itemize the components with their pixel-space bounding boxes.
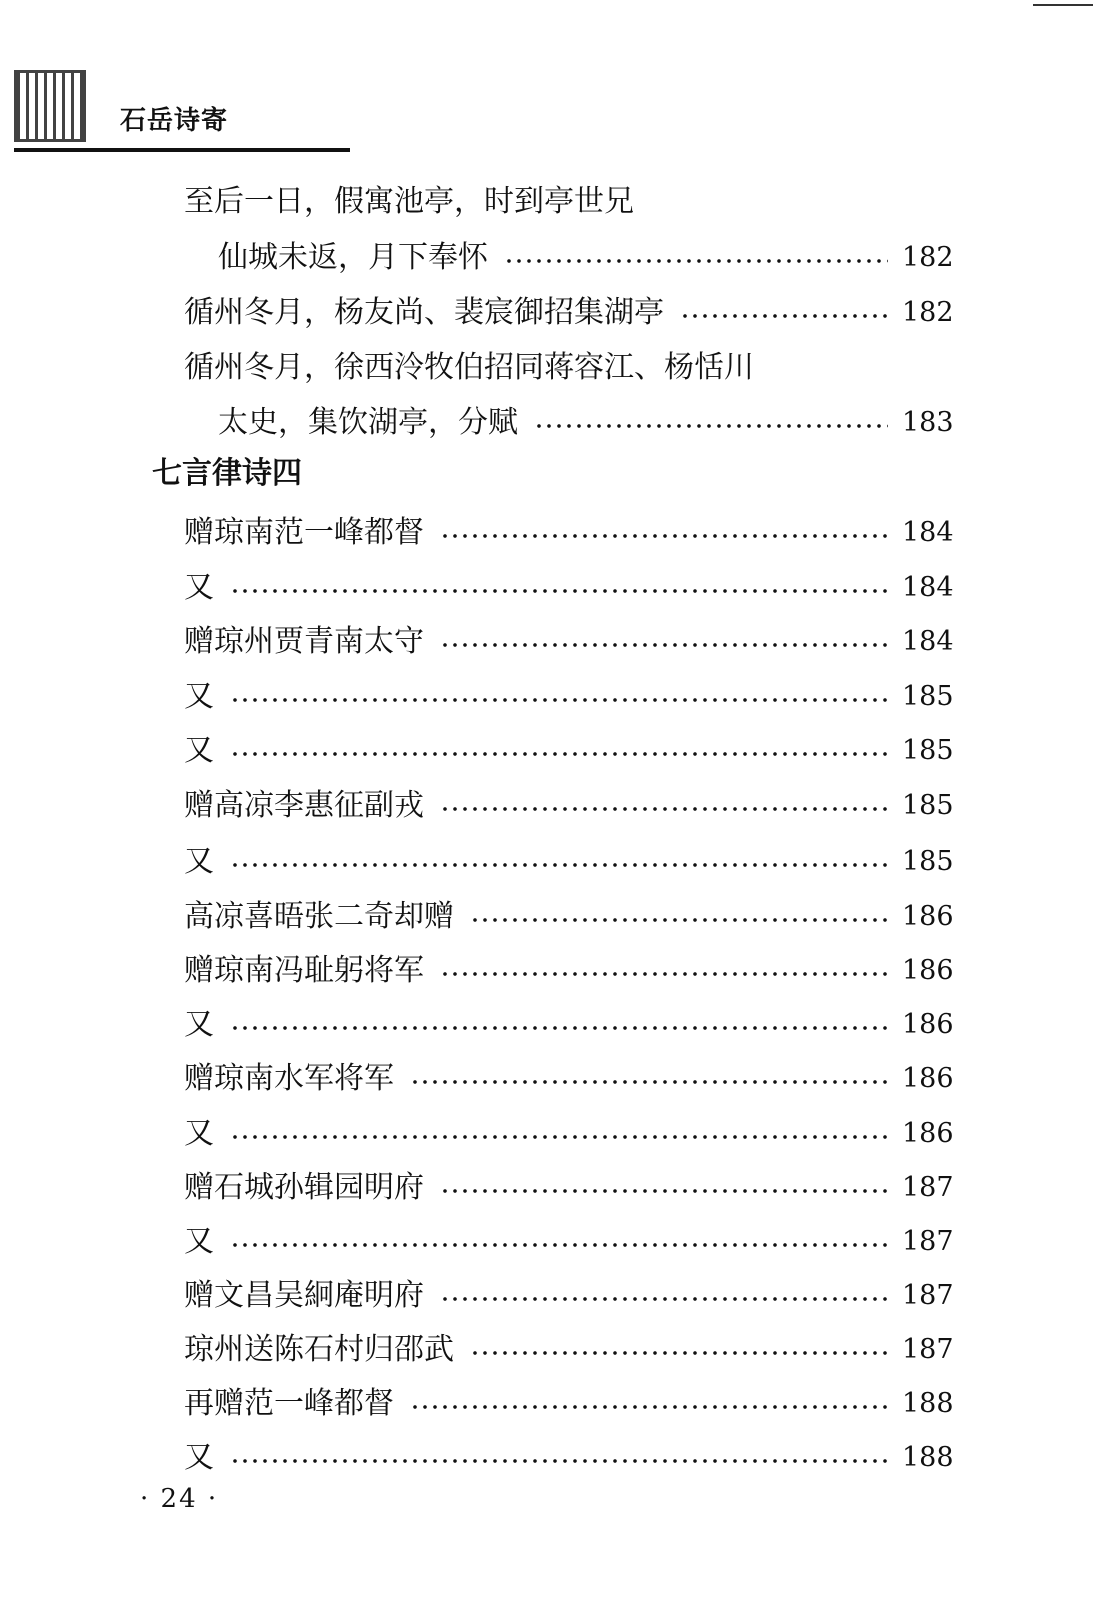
toc-entry — [184, 1272, 954, 1316]
toc-page-number: 185 — [902, 735, 954, 766]
toc-entry — [184, 564, 954, 608]
dot-leader — [440, 1294, 888, 1304]
toc-entry-title: 赠琼南水军将军 — [184, 1061, 394, 1096]
toc-entry — [184, 893, 954, 937]
toc-entry-title: 又 — [184, 570, 214, 605]
toc-page-number: 183 — [902, 407, 954, 438]
dot-leader — [230, 695, 888, 705]
toc-entry — [184, 1434, 954, 1478]
toc-entry-title: 再赠范一峰都督 — [184, 1386, 394, 1421]
toc-entry — [184, 1001, 954, 1045]
toc-page-number: 185 — [902, 681, 954, 712]
toc-entry-title: 赠石城孙辑园明府 — [184, 1170, 424, 1205]
toc-page-number: 187 — [902, 1334, 954, 1365]
toc-entry-title: 赠琼南范一峰都督 — [184, 515, 424, 550]
toc-entry — [184, 178, 950, 222]
toc-page-number: 186 — [902, 1063, 954, 1094]
toc-entry — [184, 509, 954, 553]
toc-entry — [184, 947, 954, 991]
dot-leader — [440, 1186, 888, 1196]
dot-leader — [230, 1240, 888, 1250]
toc-entry — [184, 838, 954, 882]
dot-leader — [440, 804, 888, 814]
dot-leader — [440, 531, 888, 541]
toc-page-number: 182 — [902, 242, 954, 273]
toc-page-number: 186 — [902, 955, 954, 986]
book-title: 石岳诗寄 — [120, 106, 229, 136]
toc-entry-title: 琼州送陈石村归邵武 — [184, 1332, 454, 1367]
toc-entry — [184, 1218, 954, 1262]
page-folio: · 24 · — [140, 1484, 219, 1514]
toc-entry-title: 高凉喜晤张二奇却赠 — [184, 899, 454, 934]
toc-page-number: 186 — [902, 901, 954, 932]
dot-leader — [440, 969, 888, 979]
toc-entry — [218, 399, 954, 443]
toc-page-number: 186 — [902, 1118, 954, 1149]
toc-entry — [184, 673, 954, 717]
corner-rule — [1033, 4, 1093, 6]
toc-entry — [184, 727, 954, 771]
toc-entry-title: 循州冬月，杨友尚、裴宸御招集湖亭 — [184, 295, 664, 330]
toc-entry — [184, 782, 954, 826]
toc-entry-title: 赠文昌吴絅庵明府 — [184, 1278, 424, 1313]
toc-page-number: 187 — [902, 1280, 954, 1311]
toc-entry-title: 又 — [184, 1440, 214, 1475]
dot-leader — [534, 421, 888, 431]
toc-entry-title: 太史，集饮湖亭，分赋 — [218, 405, 518, 440]
toc-entry-title: 赠琼州贾青南太守 — [184, 624, 424, 659]
toc-entry-title: 又 — [184, 1007, 214, 1042]
toc-entry-title: 又 — [184, 733, 214, 768]
dot-leader — [680, 311, 888, 321]
toc-page-number: 182 — [902, 297, 954, 328]
toc-entry-title: 循州冬月，徐西泠牧伯招同蒋容江、杨恬川 — [184, 350, 754, 385]
toc-entry-title: 赠琼南冯耻躬将军 — [184, 953, 424, 988]
toc-entry — [184, 289, 954, 333]
dot-leader — [230, 860, 888, 870]
seal-stamp-icon — [14, 70, 86, 142]
toc-page-number: 186 — [902, 1009, 954, 1040]
toc-page-number: 188 — [902, 1388, 954, 1419]
dot-leader — [470, 915, 888, 925]
dot-leader — [470, 1348, 888, 1358]
dot-leader — [440, 640, 888, 650]
toc-entry-title: 又 — [184, 844, 214, 879]
dot-leader — [230, 749, 888, 759]
toc-entry — [184, 1380, 954, 1424]
toc-entry — [184, 1055, 954, 1099]
dot-leader — [230, 1456, 888, 1466]
dot-leader — [410, 1402, 888, 1412]
toc-page-number: 185 — [902, 846, 954, 877]
toc-entry — [184, 1164, 954, 1208]
toc-entry — [184, 618, 954, 662]
dot-leader — [230, 1023, 888, 1033]
toc-entry-title: 至后一日，假寓池亭，时到亭世兄 — [184, 184, 634, 219]
dot-leader — [230, 586, 888, 596]
toc-entry-title: 又 — [184, 1224, 214, 1259]
toc-entry-title: 又 — [184, 1116, 214, 1151]
toc-page-number: 187 — [902, 1226, 954, 1257]
section-heading: 七言律诗四 — [152, 456, 302, 491]
toc-page-number: 185 — [902, 790, 954, 821]
toc-entry-title: 仙城未返，月下奉怀 — [218, 240, 488, 275]
toc-entry-title: 赠高凉李惠征副戎 — [184, 788, 424, 823]
toc-entry-title: 又 — [184, 679, 214, 714]
toc-entry — [184, 1110, 954, 1154]
toc-page-number: 184 — [902, 626, 954, 657]
header-rule — [14, 148, 350, 152]
toc-page-number: 184 — [902, 572, 954, 603]
toc-entry — [184, 344, 950, 388]
toc-entry — [218, 234, 954, 278]
toc-entry — [184, 1326, 954, 1370]
dot-leader — [410, 1077, 888, 1087]
toc-page-number: 184 — [902, 517, 954, 548]
dot-leader — [504, 256, 888, 266]
dot-leader — [230, 1132, 888, 1142]
toc-page-number: 188 — [902, 1442, 954, 1473]
toc-page-number: 187 — [902, 1172, 954, 1203]
